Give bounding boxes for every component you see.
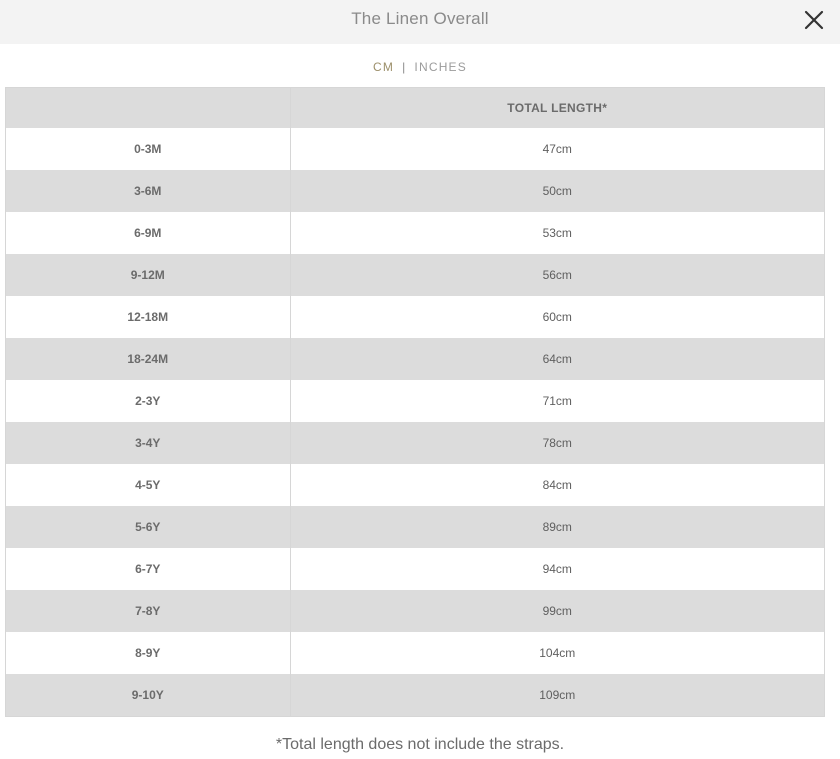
table-row bbox=[6, 380, 824, 422]
size-cell: 3-6M bbox=[6, 170, 290, 212]
table-row bbox=[6, 422, 824, 464]
table-row bbox=[6, 632, 824, 674]
table-row bbox=[6, 296, 824, 338]
size-cell: 2-3Y bbox=[6, 380, 290, 422]
table-row bbox=[6, 338, 824, 380]
table-row bbox=[6, 254, 824, 296]
size-cell: 4-5Y bbox=[6, 464, 290, 506]
table-row bbox=[6, 464, 824, 506]
length-cell: 78cm bbox=[290, 422, 824, 464]
size-chart-table bbox=[5, 87, 825, 717]
size-cell: 6-7Y bbox=[6, 548, 290, 590]
close-icon[interactable] bbox=[800, 6, 828, 34]
length-cell: 50cm bbox=[290, 170, 824, 212]
unit-inches-toggle[interactable]: INCHES bbox=[414, 60, 467, 74]
size-cell: 6-9M bbox=[6, 212, 290, 254]
footnote: *Total length does not include the straps. bbox=[275, 736, 565, 753]
size-cell: 18-24M bbox=[6, 338, 290, 380]
unit-toggle bbox=[0, 60, 840, 78]
size-cell: 7-8Y bbox=[6, 590, 290, 632]
table-row bbox=[6, 506, 824, 548]
table-row bbox=[6, 590, 824, 632]
table-row bbox=[6, 212, 824, 254]
size-cell: 9-12M bbox=[6, 254, 290, 296]
length-cell: 94cm bbox=[290, 548, 824, 590]
size-cell: 9-10Y bbox=[6, 674, 290, 716]
length-cell: 64cm bbox=[290, 338, 824, 380]
header-size bbox=[6, 88, 290, 128]
table-row bbox=[6, 674, 824, 716]
length-cell: 84cm bbox=[290, 464, 824, 506]
size-cell: 8-9Y bbox=[6, 632, 290, 674]
length-cell: 89cm bbox=[290, 506, 824, 548]
table-row bbox=[6, 128, 824, 170]
table-row bbox=[6, 548, 824, 590]
length-cell: 56cm bbox=[290, 254, 824, 296]
length-cell: 71cm bbox=[290, 380, 824, 422]
size-cell: 3-4Y bbox=[6, 422, 290, 464]
modal-title: The Linen Overall bbox=[351, 9, 489, 28]
header-total-length: TOTAL LENGTH* bbox=[290, 88, 824, 128]
table-header-row bbox=[6, 88, 824, 128]
size-cell: 12-18M bbox=[6, 296, 290, 338]
size-cell: 0-3M bbox=[6, 128, 290, 170]
length-cell: 99cm bbox=[290, 590, 824, 632]
length-cell: 53cm bbox=[290, 212, 824, 254]
length-cell: 104cm bbox=[290, 632, 824, 674]
size-cell: 5-6Y bbox=[6, 506, 290, 548]
table-row bbox=[6, 170, 824, 212]
unit-separator: | bbox=[402, 60, 407, 74]
length-cell: 47cm bbox=[290, 128, 824, 170]
length-cell: 109cm bbox=[290, 674, 824, 716]
modal-header bbox=[0, 0, 840, 44]
unit-cm-toggle[interactable]: CM bbox=[373, 60, 395, 74]
length-cell: 60cm bbox=[290, 296, 824, 338]
